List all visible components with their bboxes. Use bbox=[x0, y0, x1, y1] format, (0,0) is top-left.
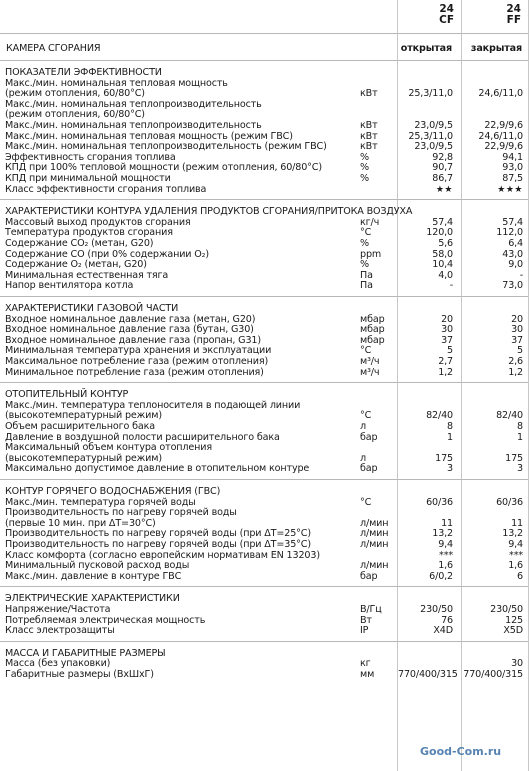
spec-value-ff: - bbox=[519, 269, 523, 281]
spec-value-cf: 90,7 bbox=[432, 162, 453, 174]
spec-value-cf: 86,7 bbox=[432, 173, 453, 184]
spec-value-cf: 76 bbox=[441, 614, 453, 626]
spec-label: Производительность по нагреву горячей воды (при ΔT=25°C) bbox=[5, 528, 311, 540]
spec-value-cf: 11 bbox=[441, 517, 453, 529]
spec-unit: % bbox=[360, 173, 369, 184]
spec-value-ff: 1 bbox=[517, 431, 523, 443]
spec-label: Содержание CO₂ (метан, G20) bbox=[5, 238, 154, 249]
spec-value-ff: 24,6/11,0 bbox=[478, 88, 523, 100]
spec-unit: м³/ч bbox=[360, 356, 380, 367]
spec-value-cf: 13,2 bbox=[432, 528, 453, 540]
spec-label: Производительность по нагреву горячей воды bbox=[5, 507, 237, 519]
spec-value-ff: 13,2 bbox=[502, 528, 523, 540]
spec-value-ff: 125 bbox=[505, 614, 523, 626]
spec-unit: л/мин bbox=[360, 560, 389, 572]
spec-label: Массовый выход продуктов сгорания bbox=[5, 216, 191, 228]
section-divider bbox=[0, 296, 528, 297]
spec-value-ff: 6,4 bbox=[508, 238, 523, 249]
model-col1-type: CF bbox=[439, 14, 454, 26]
spec-unit: % bbox=[360, 151, 369, 163]
spec-value-cf: 37 bbox=[441, 334, 453, 346]
spec-unit: мбар bbox=[360, 324, 385, 336]
spec-value-cf: 1,2 bbox=[438, 366, 453, 378]
spec-label: Минимальная естественная тяга bbox=[5, 269, 169, 281]
spec-unit: кВт bbox=[360, 130, 378, 142]
spec-unit: Вт bbox=[360, 614, 372, 626]
spec-label: Содержание O₂ (метан, G20) bbox=[5, 259, 147, 271]
spec-value-ff: 9,0 bbox=[508, 259, 523, 271]
spec-value-cf: 770/400/315 bbox=[398, 669, 458, 680]
spec-unit: кВт bbox=[360, 141, 378, 153]
spec-unit: л bbox=[360, 421, 366, 432]
spec-label: Входное номинальное давление газа (метан, G20) bbox=[5, 313, 256, 325]
spec-value-cf: 5 bbox=[447, 345, 453, 357]
spec-label: Максимальное потребление газа (режим отопления) bbox=[5, 356, 269, 367]
model-col1-number: 24 bbox=[439, 3, 454, 15]
model-24cf-header bbox=[400, 4, 454, 26]
spec-value-ff: 82/40 bbox=[496, 410, 523, 422]
spec-unit: кВт bbox=[360, 120, 378, 131]
spec-unit: °C bbox=[360, 227, 372, 239]
spec-value-ff: 93,0 bbox=[502, 162, 523, 174]
model-24ff-header bbox=[464, 4, 521, 26]
spec-label: Входное номинальное давление газа (пропан, G31) bbox=[5, 334, 261, 346]
spec-value-cf: 25,3/11,0 bbox=[408, 130, 453, 142]
spec-label: Макс./мин. номинальная тепловая мощность bbox=[5, 77, 228, 89]
spec-label: (высокотемпературный режим) bbox=[5, 410, 162, 422]
spec-label: (режим отопления, 60/80°C) bbox=[5, 109, 145, 121]
chamber-col1: открытая bbox=[400, 43, 452, 54]
spec-label: (высокотемпературный режим) bbox=[5, 452, 162, 464]
spec-unit: Па bbox=[360, 280, 373, 292]
spec-value-ff: 2,6 bbox=[508, 356, 523, 367]
spec-label: Макс./мин. номинальная теплопроизводительность (режим ГВС) bbox=[5, 141, 327, 153]
section-title: ПОКАЗАТЕЛИ ЭФФЕКТИВНОСТИ bbox=[5, 67, 162, 78]
spec-value-cf: 30 bbox=[441, 324, 453, 336]
spec-label: (режим отопления, 60/80°C) bbox=[5, 88, 145, 100]
spec-label: Макс./мин. температура теплоносителя в подающей линии bbox=[5, 399, 301, 411]
spec-value-ff: 24,6/11,0 bbox=[478, 130, 523, 142]
spec-value-cf: 5,6 bbox=[438, 238, 453, 249]
section-divider bbox=[0, 382, 528, 383]
spec-value-cf: 25,3/11,0 bbox=[408, 88, 453, 100]
spec-value-ff: *** bbox=[509, 549, 523, 561]
chamber-divider bbox=[0, 60, 528, 61]
spec-label: Макс./мин. номинальная теплопроизводительность bbox=[5, 120, 262, 131]
spec-label: Максимальный объем контура отопления bbox=[5, 442, 212, 454]
spec-value-ff: 30 bbox=[511, 324, 523, 336]
spec-label: Максимально допустимое давление в отопительном контуре bbox=[5, 463, 310, 475]
spec-label: Давление в воздушной полости расширительного бака bbox=[5, 431, 280, 443]
spec-value-ff: 1,2 bbox=[508, 366, 523, 378]
spec-label: Габаритные размеры (ВхШхГ) bbox=[5, 669, 154, 680]
spec-value-cf: 23,0/9,5 bbox=[414, 120, 453, 131]
spec-label: (первые 10 мин. при ΔT=30°C) bbox=[5, 517, 156, 529]
spec-value-cf: 3 bbox=[447, 463, 453, 475]
spec-unit: % bbox=[360, 238, 369, 249]
spec-value-ff: 11 bbox=[511, 517, 523, 529]
spec-value-ff: 43,0 bbox=[502, 248, 523, 260]
chamber-col2: закрытая bbox=[470, 43, 522, 54]
spec-label: Потребляемая электрическая мощность bbox=[5, 614, 206, 626]
spec-unit: °C bbox=[360, 496, 372, 508]
spec-unit: бар bbox=[360, 431, 378, 443]
spec-value-ff: 230/50 bbox=[490, 604, 523, 615]
spec-value-ff: 3 bbox=[517, 463, 523, 475]
spec-value-ff: 175 bbox=[505, 452, 523, 464]
spec-label: Класс эффективности сгорания топлива bbox=[5, 183, 207, 195]
spec-value-cf: 82/40 bbox=[426, 410, 453, 422]
spec-value-cf: ★★ bbox=[435, 184, 453, 195]
spec-unit: Па bbox=[360, 269, 373, 281]
spec-unit: бар bbox=[360, 570, 378, 582]
spec-unit: л/мин bbox=[360, 517, 389, 529]
spec-label: Макс./мин. давление в контуре ГВС bbox=[5, 570, 182, 582]
spec-unit: °C bbox=[360, 410, 372, 422]
section-divider bbox=[0, 479, 528, 480]
spec-unit: кВт bbox=[360, 88, 378, 100]
spec-label: Макс./мин. номинальная теплопроизводительность bbox=[5, 98, 262, 110]
spec-value-cf: 2,7 bbox=[438, 356, 453, 367]
spec-label: Минимальная температура хранения и эксплуатации bbox=[5, 345, 272, 357]
spec-value-cf: 60/36 bbox=[426, 496, 453, 508]
spec-value-ff: 1,6 bbox=[508, 560, 523, 572]
spec-value-ff: 73,0 bbox=[502, 280, 523, 292]
spec-label: КПД при 100% тепловой мощности (режим отопления, 60/80°C) bbox=[5, 162, 322, 174]
watermark-logo: Good-Com.ru bbox=[420, 745, 502, 758]
column-divider-left bbox=[397, 0, 398, 771]
spec-value-cf: 10,4 bbox=[432, 259, 453, 271]
spec-unit: % bbox=[360, 259, 369, 271]
spec-value-cf: 1,6 bbox=[438, 560, 453, 572]
spec-value-ff: 37 bbox=[511, 334, 523, 346]
spec-unit: мбар bbox=[360, 313, 385, 325]
spec-value-ff: 770/400/315 bbox=[463, 669, 523, 680]
header-divider bbox=[0, 33, 528, 34]
spec-value-ff: 94,1 bbox=[502, 151, 523, 163]
model-col2-number: 24 bbox=[506, 3, 521, 15]
section-divider bbox=[0, 586, 528, 587]
spec-value-cf: 175 bbox=[435, 452, 453, 464]
spec-label: Макс./мин. температура горячей воды bbox=[5, 496, 196, 508]
spec-value-cf: 92,8 bbox=[432, 151, 453, 163]
spec-value-cf: - bbox=[449, 280, 453, 292]
spec-label: Объем расширительного бака bbox=[5, 421, 155, 432]
spec-label: КПД при минимальной мощности bbox=[5, 173, 171, 184]
spec-label: Напряжение/Частота bbox=[5, 604, 111, 615]
spec-unit: °C bbox=[360, 345, 372, 357]
spec-label: Масса (без упаковки) bbox=[5, 658, 111, 670]
spec-value-ff: 6 bbox=[517, 570, 523, 582]
spec-unit: мм bbox=[360, 669, 375, 680]
spec-unit: л/мин bbox=[360, 528, 389, 540]
spec-label: Напор вентилятора котла bbox=[5, 280, 134, 292]
spec-value-ff: 87,5 bbox=[502, 173, 523, 184]
spec-unit: кг/ч bbox=[360, 216, 380, 228]
spec-label: Минимальный пусковой расход воды bbox=[5, 560, 190, 572]
spec-value-cf: 57,4 bbox=[432, 216, 453, 228]
spec-value-ff: X5D bbox=[503, 625, 523, 637]
spec-value-cf: 1 bbox=[447, 431, 453, 443]
spec-unit: кг bbox=[360, 658, 371, 670]
spec-value-ff: 60/36 bbox=[496, 496, 523, 508]
spec-value-cf: 23,0/9,5 bbox=[414, 141, 453, 153]
spec-value-ff: 20 bbox=[511, 313, 523, 325]
spec-label: Эффективность сгорания топлива bbox=[5, 151, 176, 163]
spec-label: Температура продуктов сгорания bbox=[5, 227, 173, 239]
spec-unit: л/мин bbox=[360, 539, 389, 550]
chamber-label: КАМЕРА СГОРАНИЯ bbox=[6, 43, 101, 54]
spec-value-cf: 20 bbox=[441, 313, 453, 325]
section-title: КОНТУР ГОРЯЧЕГО ВОДОСНАБЖЕНИЯ (ГВС) bbox=[5, 486, 221, 497]
spec-label: Производительность по нагреву горячей воды (при ΔT=35°C) bbox=[5, 539, 311, 550]
spec-value-ff: 57,4 bbox=[502, 216, 523, 228]
section-title: ЭЛЕКТРИЧЕСКИЕ ХАРАКТЕРИСТИКИ bbox=[5, 593, 180, 605]
spec-value-ff: 30 bbox=[511, 658, 523, 670]
model-col2-type: FF bbox=[506, 14, 521, 26]
spec-unit: IP bbox=[360, 625, 369, 637]
spec-value-cf: 230/50 bbox=[420, 604, 453, 615]
spec-value-cf: 6/0,2 bbox=[429, 570, 453, 582]
spec-label: Содержание CO (при 0% содержании O₂) bbox=[5, 248, 209, 260]
spec-label: Входное номинальное давление газа (бутан, G30) bbox=[5, 324, 254, 336]
section-title: ОТОПИТЕЛЬНЫЙ КОНТУР bbox=[5, 389, 129, 401]
spec-unit: В/Гц bbox=[360, 604, 382, 615]
spec-value-cf: 120,0 bbox=[426, 227, 453, 239]
spec-value-ff: 112,0 bbox=[496, 227, 523, 239]
spec-value-ff: ★★★ bbox=[497, 184, 523, 195]
spec-value-ff: 9,4 bbox=[508, 539, 523, 550]
section-title: ХАРАКТЕРИСТИКИ КОНТУРА УДАЛЕНИЯ ПРОДУКТОВ СГОРАНИЯ/ПРИТОКА ВОЗДУХА bbox=[5, 206, 413, 218]
spec-unit: ppm bbox=[360, 248, 382, 260]
spec-value-cf: 58,0 bbox=[432, 248, 453, 260]
spec-unit: л bbox=[360, 452, 366, 464]
section-title: ХАРАКТЕРИСТИКИ ГАЗОВОЙ ЧАСТИ bbox=[5, 303, 179, 314]
column-divider-right bbox=[461, 0, 462, 771]
spec-label: Класс комфорта (согласно европейским нормативам EN 13203) bbox=[5, 549, 320, 561]
spec-label: Макс./мин. номинальная тепловая мощность (режим ГВС) bbox=[5, 130, 293, 142]
spec-unit: м³/ч bbox=[360, 366, 380, 378]
section-divider bbox=[0, 641, 528, 642]
spec-unit: мбар bbox=[360, 334, 385, 346]
spec-value-ff: 8 bbox=[517, 421, 523, 432]
spec-label: Класс электрозащиты bbox=[5, 625, 115, 637]
section-divider bbox=[0, 199, 528, 200]
spec-label: Минимальное потребление газа (режим отопления) bbox=[5, 366, 264, 378]
spec-value-cf: 8 bbox=[447, 421, 453, 432]
spec-value-cf: 9,4 bbox=[438, 539, 453, 550]
spec-value-cf: X4D bbox=[433, 625, 453, 637]
spec-value-cf: 4,0 bbox=[438, 269, 453, 281]
spec-value-cf: *** bbox=[439, 549, 453, 561]
spec-value-ff: 22,9/9,6 bbox=[484, 141, 523, 153]
spec-unit: бар bbox=[360, 463, 378, 475]
section-title: МАССА И ГАБАРИТНЫЕ РАЗМЕРЫ bbox=[5, 647, 166, 659]
spec-value-ff: 22,9/9,6 bbox=[484, 120, 523, 131]
spec-value-ff: 5 bbox=[517, 345, 523, 357]
spec-unit: % bbox=[360, 162, 369, 174]
